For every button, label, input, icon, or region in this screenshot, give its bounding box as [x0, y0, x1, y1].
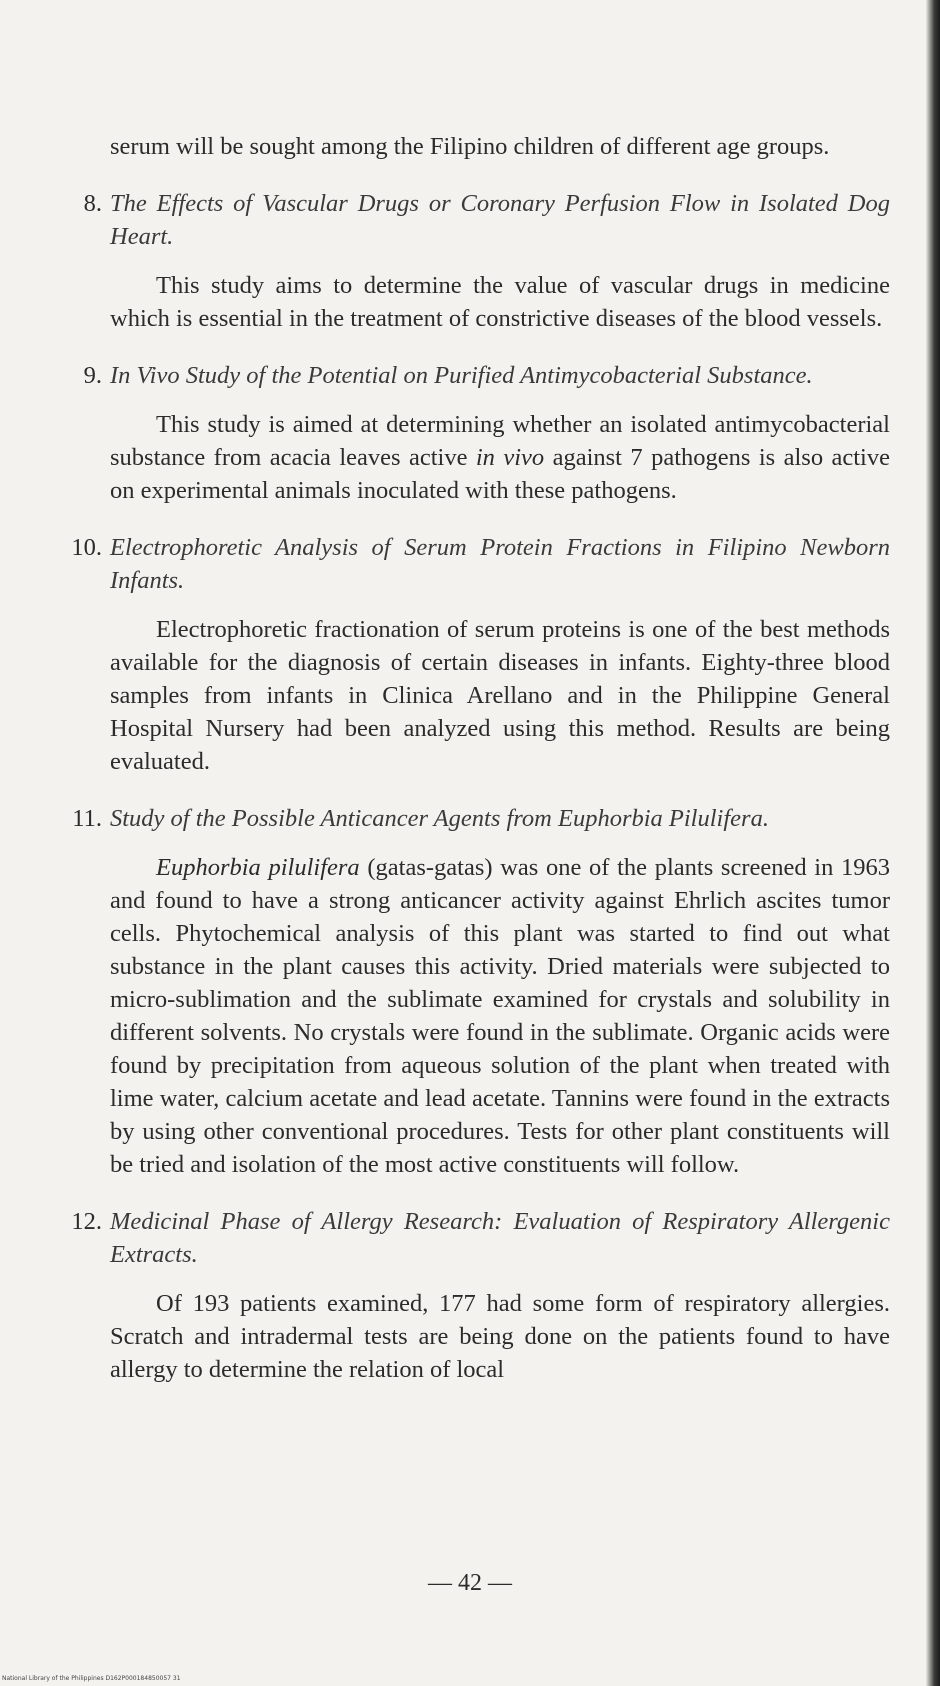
body-text: This study is aimed at determining whether an isolated antimycobacterial substance from acacia leaves active — [110, 411, 890, 471]
item-number: 8. — [83, 190, 102, 217]
scan-footer: National Library of the Philippines D162P000184850057 31 — [2, 1675, 181, 1682]
item-title: The Effects of Vascular Drugs or Coronary Perfusion Flow in Isolated Dog Heart. — [110, 190, 890, 250]
list-item-11 — [72, 802, 891, 1181]
document-page — [71, 130, 891, 1386]
body-emphasis: Euphorbia pilulifera — [156, 854, 360, 881]
item-body — [110, 408, 890, 507]
scan-edge — [926, 0, 940, 1686]
item-title: Electrophoretic Analysis of Serum Protein Fractions in Filipino Newborn Infants. — [110, 534, 890, 594]
item-body: This study aims to determine the value of vascular drugs in medicine which is essential in the treatment of constrictive diseases of the blood vessels. — [110, 272, 890, 332]
item-number: 9. — [83, 362, 102, 389]
item-title: In Vivo Study of the Potential on Purified Antimycobacterial Substance. — [110, 362, 813, 389]
list-item-12 — [71, 1205, 890, 1386]
item-title: Medicinal Phase of Allergy Research: Evaluation of Respiratory Allergenic Extracts. — [110, 1208, 890, 1268]
body-emphasis: in vivo — [475, 444, 545, 471]
intro-continuation: serum will be sought among the Filipino children of different age groups. — [110, 133, 830, 160]
item-number: 10. — [71, 534, 102, 561]
page-number: — 42 — — [428, 1570, 512, 1596]
item-number: 12. — [71, 1208, 102, 1235]
item-title: Study of the Possible Anticancer Agents from Euphorbia Pilulifera. — [110, 805, 769, 832]
list-item-10 — [71, 531, 890, 778]
body-text: against 7 pathogens is also active on experimental animals inoculated with these pathogens. — [110, 444, 890, 504]
item-body — [110, 851, 890, 1181]
item-body: Of 193 patients examined, 177 had some form of respiratory allergies. Scratch and intradermal tests are being done on the patients found to have allergy to determine the relation of local — [110, 1290, 890, 1383]
list-item-8 — [83, 187, 890, 335]
item-body: Electrophoretic fractionation of serum proteins is one of the best methods available for the diagnosis of certain diseases in infants. Eighty-three blood samples from infants in Clinica Arellano and in the Philippine General Hospital Nursery had been analyzed using this method. Results are being evaluated. — [110, 616, 890, 775]
body-text: (gatas-gatas) was one of the plants screened in 1963 and found to have a strong anticancer activity against Ehrlich ascites tumor cells. Phytochemical analysis of this plant was started to find out what substance in the plant causes this activity. Dried materials were subjected to micro-sublimation and the sublimate examined for crystals and solubility in different solvents. No crystals were found in the sublimate. Organic acids were found by precipitation from aqueous solution of the plant when treated with lime water, calcium acetate and lead acetate. Tannins were found in the extracts by using other conventional procedures. Tests for other plant constituents will be tried and isolation of the most active constituents will follow. — [110, 854, 891, 1178]
item-number: 11. — [72, 805, 102, 832]
list-item-9 — [83, 359, 890, 507]
